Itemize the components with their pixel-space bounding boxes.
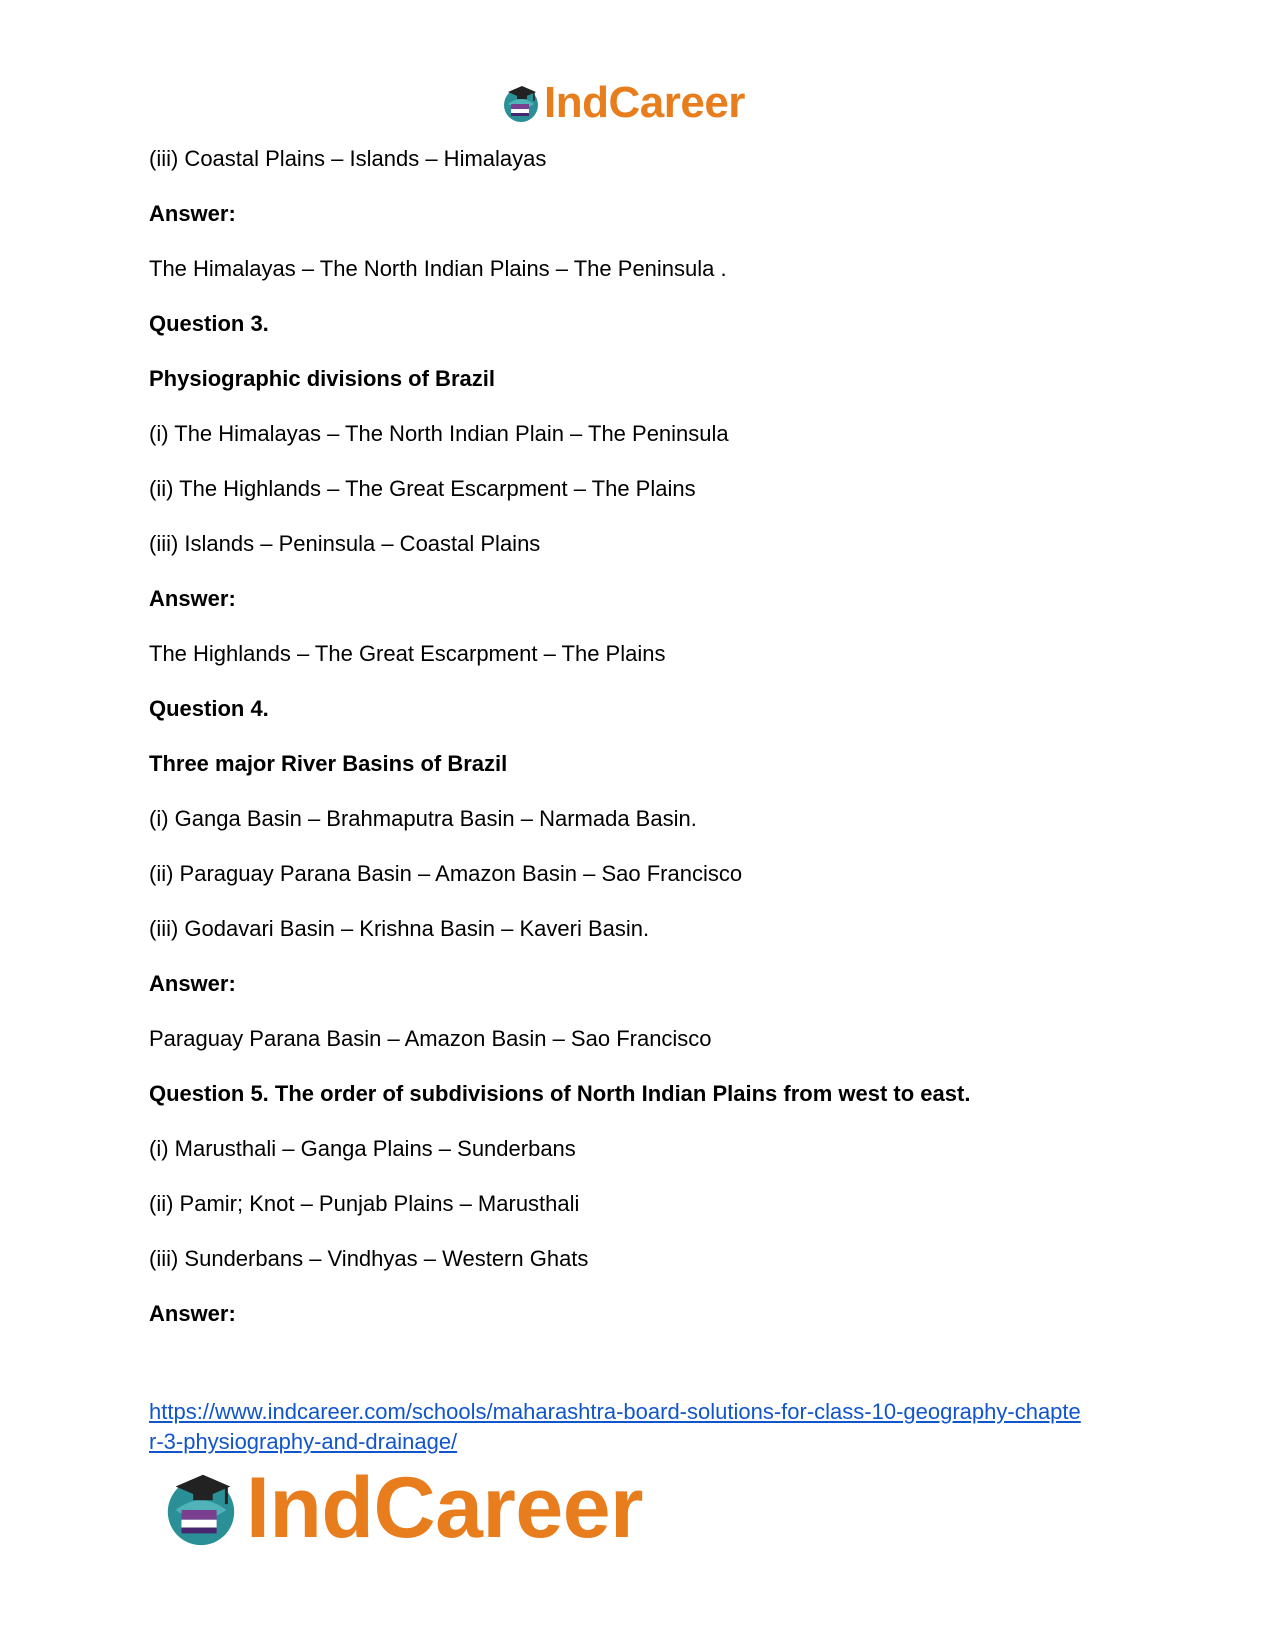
text-line: (iii) Islands – Peninsula – Coastal Plains (149, 531, 541, 556)
heading-line: Question 5. The order of subdivisions of North Indian Plains from west to east. (149, 1081, 971, 1106)
heading-line: Answer: (149, 586, 236, 611)
document-body (149, 146, 1149, 1356)
brand-name: IndCareer (246, 1460, 643, 1556)
heading-line: Question 3. (149, 311, 269, 336)
text-line: (i) Marusthali – Ganga Plains – Sunderbans (149, 1136, 576, 1161)
text-line: (iii) Coastal Plains – Islands – Himalayas (149, 146, 547, 171)
source-link-line-2: r-3-physiography-and-drainage/ (149, 1429, 458, 1454)
text-line: (iii) Sunderbans – Vindhyas – Western Ghats (149, 1246, 589, 1271)
text-line: The Highlands – The Great Escarpment – The Plains (149, 641, 666, 666)
heading-line: Answer: (149, 201, 236, 226)
text-line: (i) Ganga Basin – Brahmaputra Basin – Narmada Basin. (149, 806, 697, 831)
source-link-line-1: https://www.indcareer.com/schools/maharashtra-board-solutions-for-class-10-geography-chapte (149, 1399, 1081, 1424)
text-line: (ii) The Highlands – The Great Escarpment – The Plains (149, 476, 696, 501)
text-line: Paraguay Parana Basin – Amazon Basin – Sao Francisco (149, 1026, 712, 1051)
heading-line: Answer: (149, 971, 236, 996)
text-line: The Himalayas – The North Indian Plains – The Peninsula . (149, 256, 727, 281)
heading-line: Three major River Basins of Brazil (149, 751, 508, 776)
graduation-cap-globe-icon (500, 82, 542, 124)
header-logo (500, 80, 745, 126)
text-line: (ii) Pamir; Knot – Punjab Plains – Marusthali (149, 1191, 580, 1216)
source-link-block (149, 1397, 1129, 1457)
heading-line: Answer: (149, 1301, 236, 1326)
text-line: (i) The Himalayas – The North Indian Plain – The Peninsula (149, 421, 729, 446)
text-line: (iii) Godavari Basin – Krishna Basin – Kaveri Basin. (149, 916, 650, 941)
source-link[interactable] (149, 1399, 1081, 1454)
heading-line: Question 4. (149, 696, 269, 721)
text-line: (ii) Paraguay Parana Basin – Amazon Basin – Sao Francisco (149, 861, 743, 886)
footer-logo (160, 1460, 643, 1556)
graduation-cap-globe-icon (160, 1467, 242, 1549)
brand-name: IndCareer (544, 78, 745, 127)
heading-line: Physiographic divisions of Brazil (149, 366, 495, 391)
